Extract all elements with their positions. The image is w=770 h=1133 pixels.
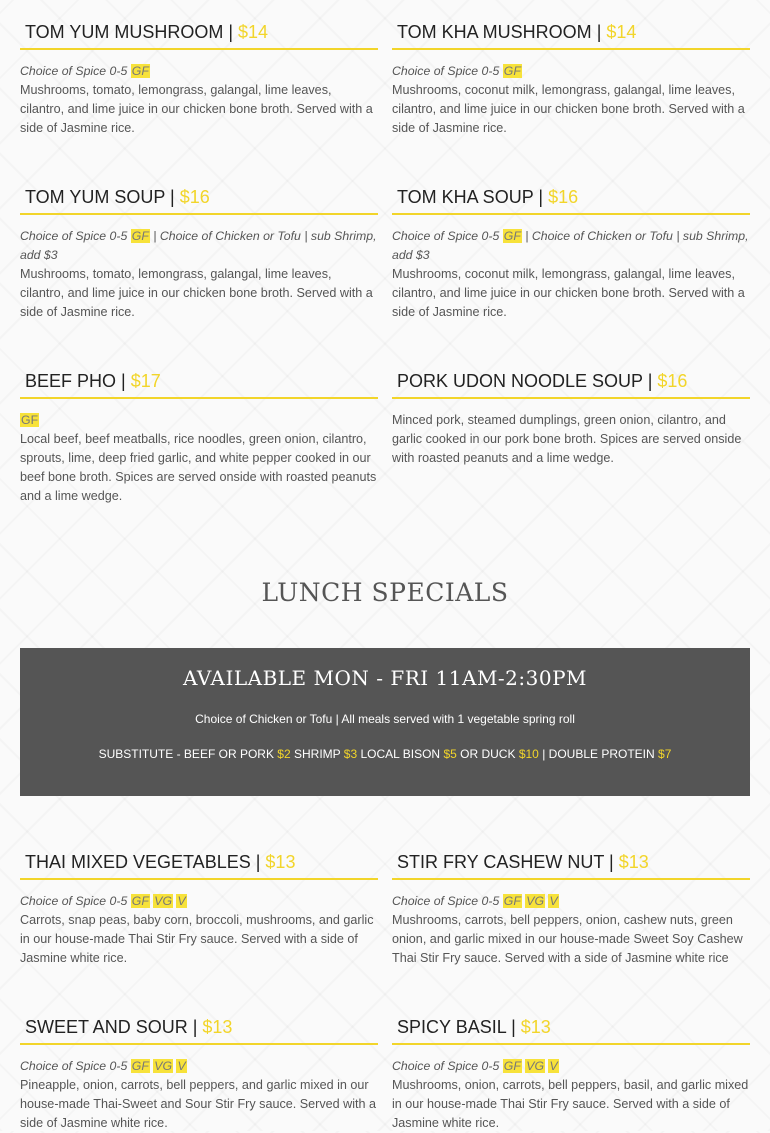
menu-item-spicy-basil <box>392 1015 750 1133</box>
item-title: BEEF PHO | $17 <box>20 369 378 399</box>
item-title: TOM YUM MUSHROOM | $14 <box>20 20 378 50</box>
vg-badge: VG <box>526 1059 545 1073</box>
vg-badge: VG <box>154 1059 173 1073</box>
item-title: SPICY BASIL | $13 <box>392 1015 750 1045</box>
item-title: TOM KHA MUSHROOM | $14 <box>392 20 750 50</box>
gf-badge: GF <box>21 413 39 427</box>
gf-badge: GF <box>503 1059 521 1073</box>
v-badge: V <box>177 894 186 908</box>
v-badge: V <box>177 1059 186 1073</box>
item-options: Choice of Spice 0-5 GF VG V <box>20 894 186 908</box>
item-options: Choice of Spice 0-5 GF VG V <box>392 1059 558 1073</box>
item-description: Mushrooms, carrots, bell peppers, onion, cashew nuts, green onion, and garlic mixed in our house-made Sweet Soy Cashew Thai Stir Fry sauce. Served with a side of Jasmine white rice <box>392 913 743 965</box>
menu-item-pork-udon <box>392 369 750 468</box>
item-price: $14 <box>606 22 637 42</box>
item-price: $14 <box>238 22 269 42</box>
v-badge: V <box>549 1059 558 1073</box>
item-options: Choice of Spice 0-5 GF VG V <box>20 1059 186 1073</box>
v-badge: V <box>549 894 558 908</box>
menu-item-tom-kha-mushroom <box>392 20 750 138</box>
item-price: $13 <box>520 1017 551 1037</box>
item-price: $13 <box>202 1017 233 1037</box>
item-options: Choice of Spice 0-5 GF | Choice of Chicken or Tofu | sub Shrimp, add $3 <box>392 229 749 262</box>
item-description: Mushrooms, coconut milk, lemongrass, galangal, lime leaves, cilantro, and lime juice in our chicken bone broth. Served with a side of Jasmine rice. <box>392 83 745 135</box>
menu-item-tom-yum-mushroom <box>20 20 378 138</box>
item-description: Carrots, snap peas, baby corn, broccoli, mushrooms, and garlic in our house-made Thai Stir Fry sauce. Served with a side of Jasmine white rice. <box>20 913 374 965</box>
section-title-lunch-specials: LUNCH SPECIALS <box>261 578 509 607</box>
item-options: Choice of Spice 0-5 GF VG V <box>392 894 558 908</box>
item-title: THAI MIXED VEGETABLES | $13 <box>20 850 378 880</box>
item-options: Choice of Spice 0-5 GF <box>20 64 149 78</box>
vg-badge: VG <box>526 894 545 908</box>
item-description: Mushrooms, tomato, lemongrass, galangal, lime leaves, cilantro, and lime juice in our chicken bone broth. Served with a side of Jasmine rice. <box>20 267 373 319</box>
item-description: Pineapple, onion, carrots, bell peppers, and garlic mixed in our house-made Thai-Sweet and Sour Stir Fry sauce. Served with a side of Jasmine white rice. <box>20 1078 377 1130</box>
item-price: $16 <box>657 371 688 391</box>
item-price: $13 <box>265 852 296 872</box>
item-price: $17 <box>130 371 161 391</box>
menu-item-thai-mixed-vegetables <box>20 850 378 968</box>
gf-badge: GF <box>503 229 521 243</box>
item-options <box>20 411 378 430</box>
item-description: Mushrooms, coconut milk, lemongrass, galangal, lime leaves, cilantro, and lime juice in our chicken bone broth. Served with a side of Jasmine rice. <box>392 267 745 319</box>
lunch-hours-banner <box>20 648 750 796</box>
banner-title: AVAILABLE MON - FRI 11AM-2:30PM <box>182 666 588 690</box>
item-description: Minced pork, steamed dumplings, green onion, cilantro, and garlic cooked in our pork bone broth. Spices are served onside with roasted peanuts and a lime wedge. <box>392 413 742 465</box>
item-description: Local beef, beef meatballs, rice noodles, green onion, cilantro, sprouts, lime, deep fried garlic, and white pepper cooked in our beef bone broth. Spices are served onside with roasted peanuts and a lime wedge. <box>20 432 377 503</box>
item-title: STIR FRY CASHEW NUT | $13 <box>392 850 750 880</box>
item-description: Mushrooms, onion, carrots, bell peppers, basil, and garlic mixed in our house-made Thai Stir Fry sauce. Served with a side of Jasmine white rice. <box>392 1078 749 1130</box>
menu-item-tom-kha-soup <box>392 185 750 322</box>
item-title: SWEET AND SOUR | $13 <box>20 1015 378 1045</box>
item-title: PORK UDON NOODLE SOUP | $16 <box>392 369 750 399</box>
banner-info: Choice of Chicken or Tofu | All meals served with 1 vegetable spring roll <box>195 712 575 726</box>
vg-badge: VG <box>154 894 173 908</box>
item-options: Choice of Spice 0-5 GF <box>392 64 521 78</box>
menu-item-sweet-and-sour <box>20 1015 378 1133</box>
menu-item-stir-fry-cashew-nut <box>392 850 750 968</box>
gf-badge: GF <box>503 64 521 78</box>
item-price: $16 <box>179 187 210 207</box>
gf-badge: GF <box>131 64 149 78</box>
menu-item-beef-pho <box>20 369 378 506</box>
item-price: $16 <box>548 187 579 207</box>
item-price: $13 <box>618 852 649 872</box>
item-title: TOM KHA SOUP | $16 <box>392 185 750 215</box>
gf-badge: GF <box>131 1059 149 1073</box>
gf-badge: GF <box>131 894 149 908</box>
gf-badge: GF <box>503 894 521 908</box>
menu-item-tom-yum-soup <box>20 185 378 322</box>
item-title: TOM YUM SOUP | $16 <box>20 185 378 215</box>
item-description: Mushrooms, tomato, lemongrass, galangal, lime leaves, cilantro, and lime juice in our chicken bone broth. Served with a side of Jasmine rice. <box>20 83 373 135</box>
banner-substitutions: SUBSTITUTE - BEEF OR PORK $2 SHRIMP $3 LOCAL BISON $5 OR DUCK $10 | DOUBLE PROTEIN $7 <box>98 747 672 761</box>
item-options: Choice of Spice 0-5 GF | Choice of Chicken or Tofu | sub Shrimp, add $3 <box>20 229 377 262</box>
gf-badge: GF <box>131 229 149 243</box>
